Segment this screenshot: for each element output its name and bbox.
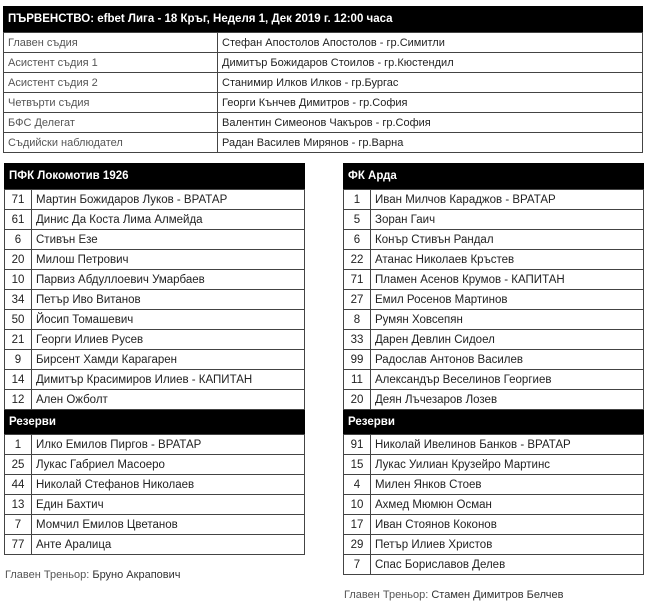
player-number: 14 <box>5 370 32 390</box>
player-number: 10 <box>5 270 32 290</box>
official-role: Асистент съдия 1 <box>4 53 218 73</box>
player-number: 4 <box>344 475 371 495</box>
player-name: Радослав Антонов Василев <box>371 350 644 370</box>
player-row <box>344 435 644 455</box>
official-name: Валентин Симеонов Чакъров - гр.София <box>218 113 643 133</box>
player-number: 6 <box>344 230 371 250</box>
official-row <box>4 53 643 73</box>
player-number: 27 <box>344 290 371 310</box>
official-row <box>4 133 643 153</box>
official-row <box>4 73 643 93</box>
player-name: Милош Петрович <box>32 250 305 270</box>
official-role: БФС Делегат <box>4 113 218 133</box>
player-number: 71 <box>344 270 371 290</box>
player-number: 7 <box>344 555 371 575</box>
player-name: Георги Илиев Русев <box>32 330 305 350</box>
player-number: 50 <box>5 310 32 330</box>
player-row <box>344 475 644 495</box>
player-row <box>5 210 305 230</box>
player-row <box>344 230 644 250</box>
away-coach-name: Стамен Димитров Белчев <box>431 589 564 601</box>
player-name: Николай Ивелинов Банков - ВРАТАР <box>371 435 644 455</box>
player-name: Лукас Уилиан Крузейро Мартинс <box>371 455 644 475</box>
player-row <box>344 330 644 350</box>
player-number: 11 <box>344 370 371 390</box>
player-row <box>5 230 305 250</box>
player-name: Николай Стефанов Николаев <box>32 475 305 495</box>
player-row <box>5 370 305 390</box>
player-row <box>344 515 644 535</box>
player-row <box>344 190 644 210</box>
player-row <box>5 390 305 410</box>
player-name: Конър Стивън Рандал <box>371 230 644 250</box>
player-row <box>5 495 305 515</box>
player-name: Лукас Габриел Масоеро <box>32 455 305 475</box>
away-team-lineup <box>343 163 644 575</box>
player-number: 44 <box>5 475 32 495</box>
player-name: Динис Да Коста Лима Алмейда <box>32 210 305 230</box>
player-number: 71 <box>5 190 32 210</box>
player-number: 1 <box>344 190 371 210</box>
player-row <box>344 350 644 370</box>
player-row <box>344 535 644 555</box>
player-name: Ахмед Мюмюн Осман <box>371 495 644 515</box>
player-row <box>5 250 305 270</box>
player-number: 29 <box>344 535 371 555</box>
player-name: Стивън Езе <box>32 230 305 250</box>
player-name: Пламен Асенов Крумов - КАПИТАН <box>371 270 644 290</box>
away-coach-label: Главен Треньор: <box>344 589 429 601</box>
official-role: Главен съдия <box>4 33 218 53</box>
player-number: 8 <box>344 310 371 330</box>
player-row <box>5 190 305 210</box>
away-coach <box>344 589 563 601</box>
player-name: Емил Росенов Мартинов <box>371 290 644 310</box>
official-role: Асистент съдия 2 <box>4 73 218 93</box>
officials-table <box>3 32 643 153</box>
match-header: ПЪРВЕНСТВО: efbet Лига - 18 Кръг, Неделя 1, Дек 2019 г. 12:00 часа <box>3 6 643 32</box>
official-name: Радан Василев Мирянов - гр.Варна <box>218 133 643 153</box>
home-coach-name: Бруно Акрапович <box>92 569 181 581</box>
player-row <box>5 350 305 370</box>
player-row <box>344 310 644 330</box>
player-name: Мартин Божидаров Луков - ВРАТАР <box>32 190 305 210</box>
player-row <box>5 515 305 535</box>
player-name: Петър Илиев Христов <box>371 535 644 555</box>
home-starters-table <box>4 189 305 410</box>
player-row <box>344 390 644 410</box>
player-number: 91 <box>344 435 371 455</box>
home-team-lineup <box>4 163 305 555</box>
player-number: 77 <box>5 535 32 555</box>
player-name: Момчил Емилов Цветанов <box>32 515 305 535</box>
player-name: Дарен Девлин Сидоел <box>371 330 644 350</box>
player-name: Милен Янков Стоев <box>371 475 644 495</box>
player-name: Румян Ховсепян <box>371 310 644 330</box>
home-subs-heading: Резерви <box>4 410 305 434</box>
player-row <box>5 290 305 310</box>
player-row <box>5 535 305 555</box>
player-row <box>344 555 644 575</box>
player-row <box>5 455 305 475</box>
player-number: 9 <box>5 350 32 370</box>
player-number: 20 <box>5 250 32 270</box>
player-row <box>344 495 644 515</box>
player-row <box>344 290 644 310</box>
player-name: Ален Ожболт <box>32 390 305 410</box>
player-name: Зоран Гаич <box>371 210 644 230</box>
player-name: Илко Емилов Пиргов - ВРАТАР <box>32 435 305 455</box>
player-row <box>344 455 644 475</box>
away-starters-table <box>343 189 644 410</box>
player-number: 34 <box>5 290 32 310</box>
player-number: 99 <box>344 350 371 370</box>
player-number: 12 <box>5 390 32 410</box>
player-number: 10 <box>344 495 371 515</box>
player-name: Спас Бориславов Делев <box>371 555 644 575</box>
player-number: 5 <box>344 210 371 230</box>
player-number: 22 <box>344 250 371 270</box>
player-number: 15 <box>344 455 371 475</box>
home-coach <box>5 569 180 581</box>
official-name: Димитър Божидаров Стоилов - гр.Кюстендил <box>218 53 643 73</box>
player-row <box>5 310 305 330</box>
player-name: Иван Стоянов Коконов <box>371 515 644 535</box>
player-row <box>344 210 644 230</box>
away-team-name: ФК Арда <box>343 163 644 189</box>
player-row <box>5 475 305 495</box>
player-name: Един Бахтич <box>32 495 305 515</box>
official-role: Съдийски наблюдател <box>4 133 218 153</box>
home-subs-table <box>4 434 305 555</box>
home-coach-label: Главен Треньор: <box>5 569 90 581</box>
home-team-name: ПФК Локомотив 1926 <box>4 163 305 189</box>
player-name: Деян Лъчезаров Лозев <box>371 390 644 410</box>
official-name: Стефан Апостолов Апостолов - гр.Симитли <box>218 33 643 53</box>
player-name: Димитър Красимиров Илиев - КАПИТАН <box>32 370 305 390</box>
player-number: 20 <box>344 390 371 410</box>
official-role: Четвърти съдия <box>4 93 218 113</box>
player-row <box>5 270 305 290</box>
player-name: Бирсент Хамди Карагарен <box>32 350 305 370</box>
player-row <box>5 330 305 350</box>
player-number: 25 <box>5 455 32 475</box>
away-subs-table <box>343 434 644 575</box>
player-name: Йосип Томашевич <box>32 310 305 330</box>
player-number: 17 <box>344 515 371 535</box>
player-name: Анте Аралица <box>32 535 305 555</box>
official-row <box>4 33 643 53</box>
official-name: Станимир Илков Илков - гр.Бургас <box>218 73 643 93</box>
player-number: 1 <box>5 435 32 455</box>
player-name: Александър Веселинов Георгиев <box>371 370 644 390</box>
player-name: Петър Иво Витанов <box>32 290 305 310</box>
player-name: Парвиз Абдуллоевич Умарбаев <box>32 270 305 290</box>
player-name: Иван Милчов Караджов - ВРАТАР <box>371 190 644 210</box>
player-number: 33 <box>344 330 371 350</box>
player-row <box>344 270 644 290</box>
player-number: 6 <box>5 230 32 250</box>
player-number: 7 <box>5 515 32 535</box>
player-number: 21 <box>5 330 32 350</box>
player-row <box>5 435 305 455</box>
away-subs-heading: Резерви <box>343 410 644 434</box>
player-number: 61 <box>5 210 32 230</box>
official-row <box>4 113 643 133</box>
player-row <box>344 250 644 270</box>
official-row <box>4 93 643 113</box>
player-name: Атанас Николаев Кръстев <box>371 250 644 270</box>
player-row <box>344 370 644 390</box>
player-number: 13 <box>5 495 32 515</box>
official-name: Георги Кънчев Димитров - гр.София <box>218 93 643 113</box>
